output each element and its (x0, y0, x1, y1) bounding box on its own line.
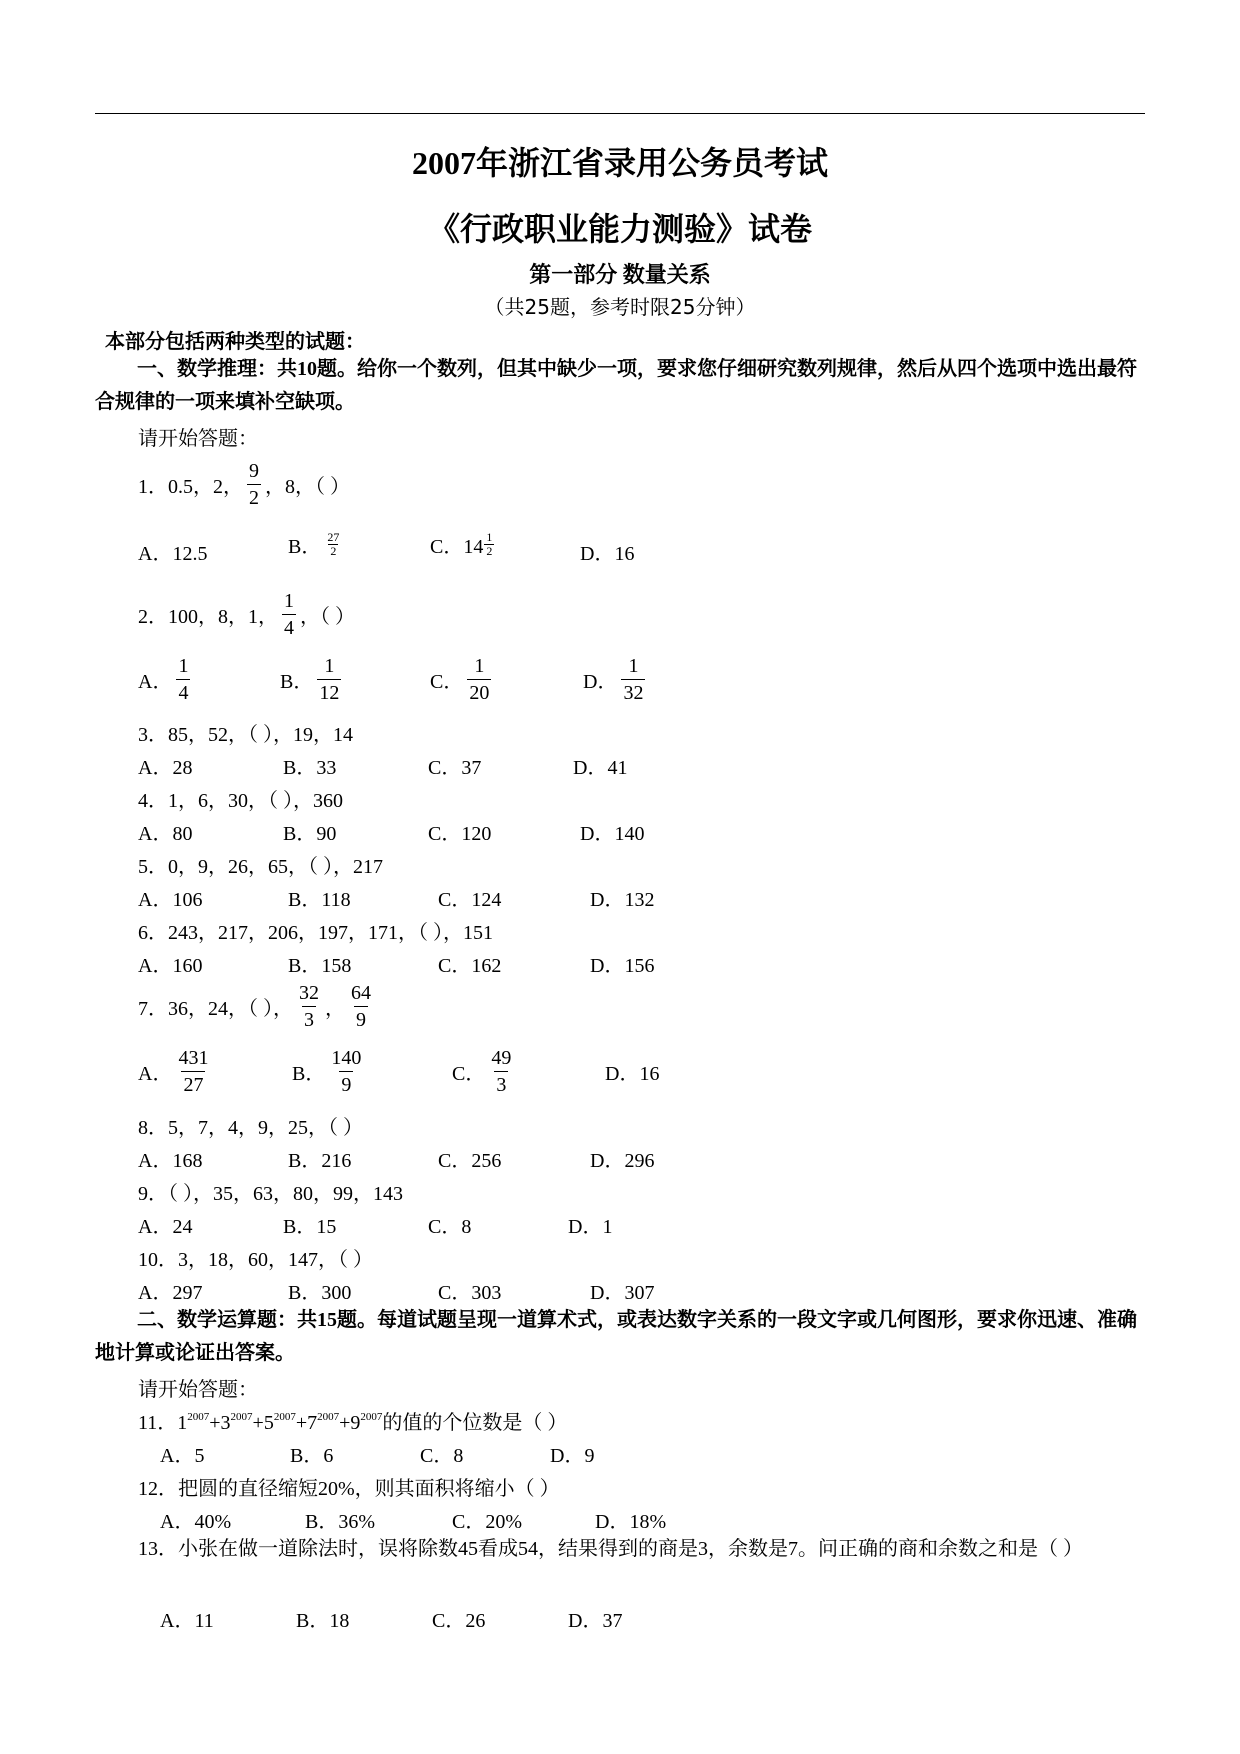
q10-option-b: B．300 (288, 1282, 352, 1304)
question-12: 12．把圆的直径缩短20%，则其面积将缩小（ ） (138, 1478, 560, 1500)
fraction-numerator: 1 (628, 655, 639, 677)
q9-option-d: D．1 (568, 1216, 613, 1238)
header-rule (95, 113, 1145, 114)
fraction-denominator: 2 (330, 544, 337, 558)
part1-description: 一、数学推理：共10题。给你一个数列，但其中缺少一项，要求您仔细研究数列规律，然后从四个选项中选出最符合规律的一项来填补空缺项。 (95, 358, 1137, 413)
fraction-numerator: 64 (351, 982, 371, 1004)
base-5: +5 (252, 1412, 274, 1434)
base-7: +7 (295, 1412, 318, 1434)
q3-option-a: A．28 (138, 757, 193, 779)
question-2 (138, 588, 355, 641)
q4-option-c: C．120 (428, 823, 492, 845)
question-13: 13．小张在做一道除法时，误将除数45看成54，结果得到的商是3，余数是7。问正确的商和余数之和是（ ） (138, 1538, 1083, 1560)
q1-option-a: A．12.5 (138, 543, 208, 565)
q10-option-c: C．303 (438, 1282, 502, 1304)
fraction-numerator: 431 (178, 1047, 209, 1069)
base-9: +9 (339, 1412, 361, 1434)
exponent: 2007 (187, 1411, 210, 1423)
start-prompt-1: 请开始答题： (138, 428, 258, 450)
q2-option-a (138, 653, 194, 706)
question-7-prefix: 7．36，24，（ ）， (138, 998, 293, 1020)
option-fraction (329, 1045, 363, 1098)
q12-option-a: A．40% (160, 1511, 232, 1533)
q4-option-d: D．140 (580, 823, 645, 845)
fraction-denominator: 32 (621, 679, 645, 706)
q7-option-b (292, 1045, 367, 1098)
option-label: C． (430, 671, 464, 693)
q11-option-b: B．6 (290, 1445, 334, 1467)
q9-option-c: C．8 (428, 1216, 472, 1238)
q11-option-a: A．5 (160, 1445, 205, 1467)
q10-option-d: D．307 (590, 1282, 655, 1304)
question-2-prefix: 2．100，8，1， (138, 606, 278, 628)
q9-option-a: A．24 (138, 1216, 193, 1238)
q5-option-a: A．106 (138, 889, 203, 911)
question-3: 3．85，52，（ ），19，14 (138, 724, 353, 746)
q7-option-d: D．16 (605, 1063, 660, 1085)
question-7-fraction-1 (297, 980, 321, 1033)
exponent: 2007 (317, 1411, 340, 1423)
section-note: （共25题，参考时限25分钟） (484, 295, 756, 319)
q7-option-c (452, 1045, 517, 1098)
q8-option-c: C．256 (438, 1150, 502, 1172)
q9-option-b: B．15 (283, 1216, 337, 1238)
exam-title: 2007年浙江省录用公务员考试 (411, 145, 828, 181)
q13-option-b: B．18 (296, 1610, 350, 1632)
q6-option-d: D．156 (590, 955, 655, 977)
q3-option-b: B．33 (283, 757, 337, 779)
q2-option-d (583, 653, 649, 706)
fraction-denominator: 3 (302, 1006, 316, 1033)
option-label: B． (280, 671, 314, 693)
option-fraction (484, 531, 494, 558)
question-1-fraction (247, 458, 261, 511)
q7-option-a (138, 1045, 214, 1098)
fraction-numerator: 32 (299, 982, 319, 1004)
fraction-numerator: 1 (486, 530, 493, 544)
q3-option-d: D．41 (573, 757, 628, 779)
question-1 (138, 458, 350, 511)
base-1: 1 (177, 1412, 188, 1434)
q5-option-c: C．124 (438, 889, 502, 911)
fraction-denominator: 2 (486, 544, 493, 558)
fraction-numerator: 1 (474, 655, 485, 677)
fraction-numerator: 1 (178, 655, 189, 677)
q12-option-c: C．20% (452, 1511, 522, 1533)
q13-option-a: A．11 (160, 1610, 214, 1632)
q11-option-c: C．8 (420, 1445, 464, 1467)
option-label: C．14 (430, 536, 484, 558)
start-prompt-2: 请开始答题： (138, 1379, 258, 1401)
fraction-denominator: 4 (176, 679, 190, 706)
question-1-prefix: 1．0.5，2， (138, 476, 243, 498)
q2-option-c (430, 653, 495, 706)
fraction-numerator: 1 (284, 590, 294, 612)
question-6: 6．243，217，206，197，171，（ ），151 (138, 922, 493, 944)
question-5: 5．0，9，26，65，（ ），217 (138, 856, 383, 878)
option-fraction (176, 653, 190, 706)
q1-option-b (288, 530, 345, 559)
question-8: 8．5，7，4，9，25，（ ） (138, 1117, 363, 1139)
q11-option-d: D．9 (550, 1445, 595, 1467)
fraction-numerator: 9 (249, 460, 259, 482)
question-2-fraction (282, 588, 296, 641)
question-4: 4．1，6，30，（ ），360 (138, 790, 343, 812)
exponent: 2007 (230, 1411, 253, 1423)
fraction-denominator: 9 (354, 1006, 368, 1033)
q5-option-b: B．118 (288, 889, 351, 911)
q4-option-a: A．80 (138, 823, 193, 845)
option-fraction (176, 1045, 210, 1098)
option-fraction (621, 653, 645, 706)
option-fraction (317, 653, 341, 706)
q12-option-d: D．18% (595, 1511, 667, 1533)
fraction-denominator: 4 (282, 614, 296, 641)
fraction-numerator: 49 (491, 1047, 512, 1069)
section-title: 第一部分 数量关系 (529, 262, 711, 287)
option-fraction (467, 653, 491, 706)
q1-option-d: D．16 (580, 543, 635, 565)
option-label: A． (138, 671, 173, 693)
q8-option-a: A．168 (138, 1150, 203, 1172)
question-10: 10．3，18，60，147，（ ） (138, 1249, 373, 1271)
option-label: D． (583, 671, 618, 693)
part2-description: 二、数学运算题：共15题。每道试题呈现一道算术式，或表达数字关系的一段文字或几何图形，要求你迅速、准确地计算或论证出答案。 (95, 1309, 1137, 1364)
q3-option-c: C．37 (428, 757, 482, 779)
q8-option-b: B．216 (288, 1150, 352, 1172)
base-3: +3 (209, 1412, 231, 1434)
question-1-suffix: ，8，（ ） (265, 476, 350, 498)
fraction-numerator: 1 (324, 655, 335, 677)
question-9: 9．（ ），35，63，80，99，143 (138, 1183, 403, 1205)
question-11-tail: 的值的个位数是（ ） (382, 1412, 568, 1434)
question-7 (138, 980, 377, 1033)
question-11 (138, 1406, 567, 1435)
q13-option-d: D．37 (568, 1610, 623, 1632)
question-7-fraction-2 (349, 980, 373, 1033)
q6-option-a: A．160 (138, 955, 203, 977)
q6-option-b: B．158 (288, 955, 352, 977)
exponent: 2007 (360, 1411, 383, 1423)
fraction-numerator: 27 (327, 530, 340, 544)
fraction-denominator: 3 (494, 1071, 508, 1098)
fraction-denominator: 9 (339, 1071, 353, 1098)
option-label: C． (452, 1063, 486, 1085)
fraction-denominator: 27 (181, 1071, 205, 1098)
fraction-denominator: 12 (317, 679, 341, 706)
q5-option-d: D．132 (590, 889, 655, 911)
fraction-denominator: 20 (467, 679, 491, 706)
q2-option-b (280, 653, 345, 706)
option-fraction (489, 1045, 513, 1098)
comma: ， (325, 998, 345, 1020)
q1-option-c (430, 530, 498, 559)
option-label: A． (138, 1063, 173, 1085)
fraction-denominator: 2 (247, 484, 261, 511)
q8-option-d: D．296 (590, 1150, 655, 1172)
exponent: 2007 (273, 1411, 296, 1423)
question-2-suffix: ，（ ） (300, 606, 355, 628)
q12-option-b: B．36% (305, 1511, 375, 1533)
q6-option-c: C．162 (438, 955, 502, 977)
option-label: B． (292, 1063, 326, 1085)
fraction-numerator: 140 (331, 1047, 362, 1069)
intro-lead: 本部分包括两种类型的试题： (105, 331, 365, 353)
option-fraction (325, 531, 341, 558)
q13-option-c: C．26 (432, 1610, 486, 1632)
option-label: B． (288, 536, 322, 558)
question-11-number: 11． (138, 1412, 178, 1434)
exam-subtitle: 《行政职业能力测验》试卷 (427, 211, 812, 247)
q10-option-a: A．297 (138, 1282, 203, 1304)
q4-option-b: B．90 (283, 823, 337, 845)
